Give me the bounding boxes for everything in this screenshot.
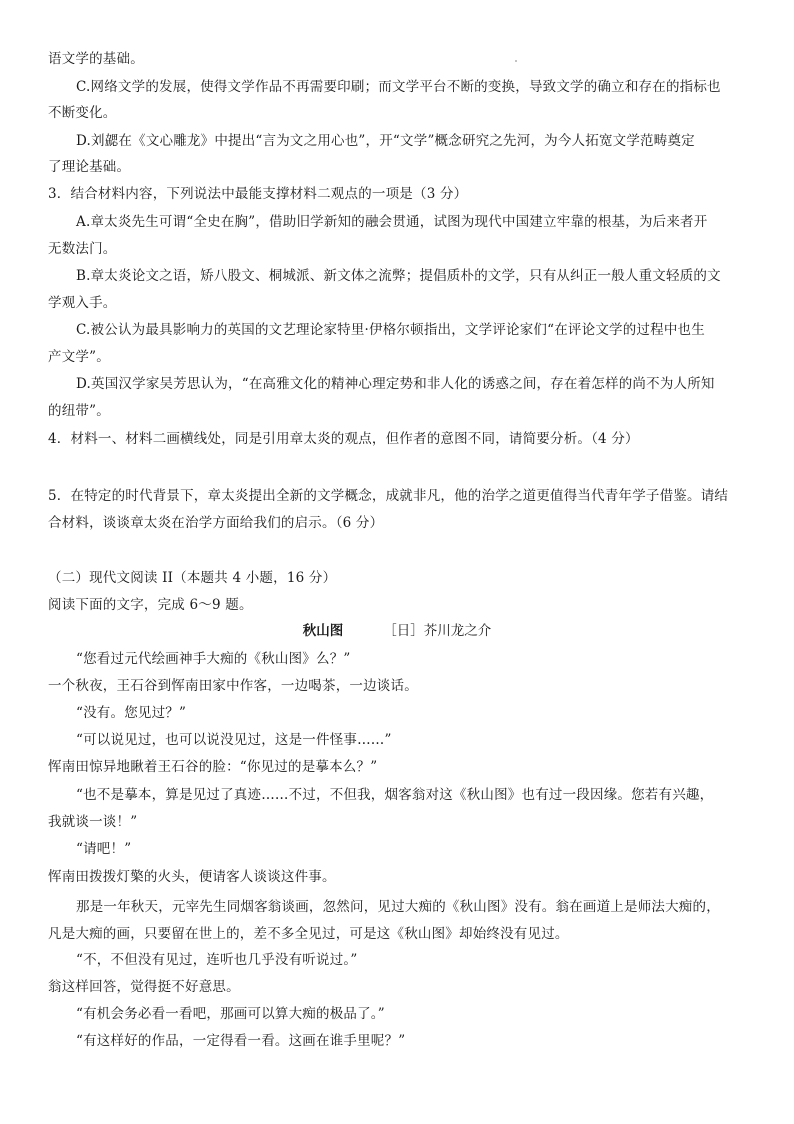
passage-line: “有这样好的作品，一定得看一看。这画在谁手里呢？”	[76, 1033, 406, 1049]
passage-line: 翁这样回答，觉得挺不好意思。	[48, 979, 240, 995]
text-line: 了理论基础。	[48, 159, 131, 175]
passage-line: “没有。您见过？”	[76, 705, 187, 721]
option-a-line: A.章太炎先生可谓“全史在胸”，借助旧学新知的融会贯通，试图为现代中国建立牢靠的根基，为后来者开	[76, 214, 708, 230]
story-author: ［日］芥川龙之介	[383, 623, 492, 639]
question-4: 4．材料一、材料二画横线处，同是引用章太炎的观点，但作者的意图不同，请简要分析。（4 分）	[48, 431, 639, 447]
text-line: 无数法门。	[48, 241, 117, 257]
section-heading: （二）现代文阅读 II（本题共 4 小题，16 分）	[48, 570, 337, 586]
option-d-line: D.英国汉学家吴芳思认为，“在高雅文化的精神心理定势和非人化的诱惑之间，存在着怎样的尚不为人所知	[76, 376, 715, 392]
passage-line: “可以说见过，也可以说没见过，这是一件怪事……”	[76, 732, 392, 748]
option-c-line: C.被公认为最具影响力的英国的文艺理论家特里·伊格尔顿指出，文学评论家们“在评论文学的过程中也生	[76, 322, 705, 338]
option-b-line: B.章太炎论文之语，矫八股文、桐城派、新文体之流弊；提倡质朴的文学，只有从纠正一般人重文轻质的文	[76, 268, 721, 284]
passage-line: “请吧！”	[76, 841, 132, 857]
passage-line: “也不是摹本，算是见过了真迹……不过，不但我，烟客翁对这《秋山图》也有过一段因缘。您若有兴趣，	[76, 787, 714, 803]
text-line: 合材料，谈谈章太炎在治学方面给我们的启示。（6 分）	[48, 515, 384, 531]
passage-line: 恽南田惊异地瞅着王石谷的脸：“你见过的是摹本么？”	[48, 759, 378, 775]
section-instruction: 阅读下面的文字，完成 6～9 题。	[48, 597, 253, 613]
option-c-line: C.网络文学的发展，使得文学作品不再需要印刷；而文学平台不断的变换，导致文学的确立和存在的指标也	[76, 79, 721, 95]
text-line: 学观入手。	[48, 295, 117, 311]
passage-line: 一个秋夜，王石谷到恽南田家中作客，一边喝茶，一边谈话。	[48, 678, 418, 694]
text-line: 语文学的基础。	[48, 51, 144, 67]
text-line: 产文学”。	[48, 349, 110, 365]
story-title: 秋山图	[302, 623, 344, 639]
passage-line: 凡是大痴的画，只要留在世上的，差不多全见过，可是这《秋山图》却始终没有见过。	[48, 926, 569, 942]
option-d-line: D.刘勰在《文心雕龙》中提出“言为文之用心也”，开“文学”概念研究之先河，为今人拓宽文学范畴奠定	[76, 133, 695, 149]
passage-line: “您看过元代绘画神手大痴的《秋山图》么？”	[76, 651, 351, 667]
text-line: 的纽带”。	[48, 403, 110, 419]
passage-line: 那是一年秋天，元宰先生同烟客翁谈画，忽然问，见过大痴的《秋山图》没有。翁在画道上是师法大痴的，	[76, 899, 720, 915]
passage-line: “不，不但没有见过，连听也几乎没有听说过。”	[76, 952, 358, 968]
story-title-line	[0, 622, 794, 640]
scan-speck	[515, 60, 517, 62]
passage-line: “有机会务必看一看吧，那画可以算大痴的极品了。”	[76, 1006, 385, 1022]
question-3: 3．结合材料内容，下列说法中最能支撑材料二观点的一项是（3 分）	[48, 186, 468, 202]
passage-line: 恽南田拨拨灯檠的火头，便请客人谈谈这件事。	[48, 869, 336, 885]
question-5: 5．在特定的时代背景下，章太炎提出全新的文学概念，成就非凡，他的治学之道更值得当代青年学子借鉴。请结	[48, 488, 729, 504]
text-line: 不断变化。	[48, 105, 117, 121]
passage-line: 我就谈一谈！”	[48, 814, 138, 830]
